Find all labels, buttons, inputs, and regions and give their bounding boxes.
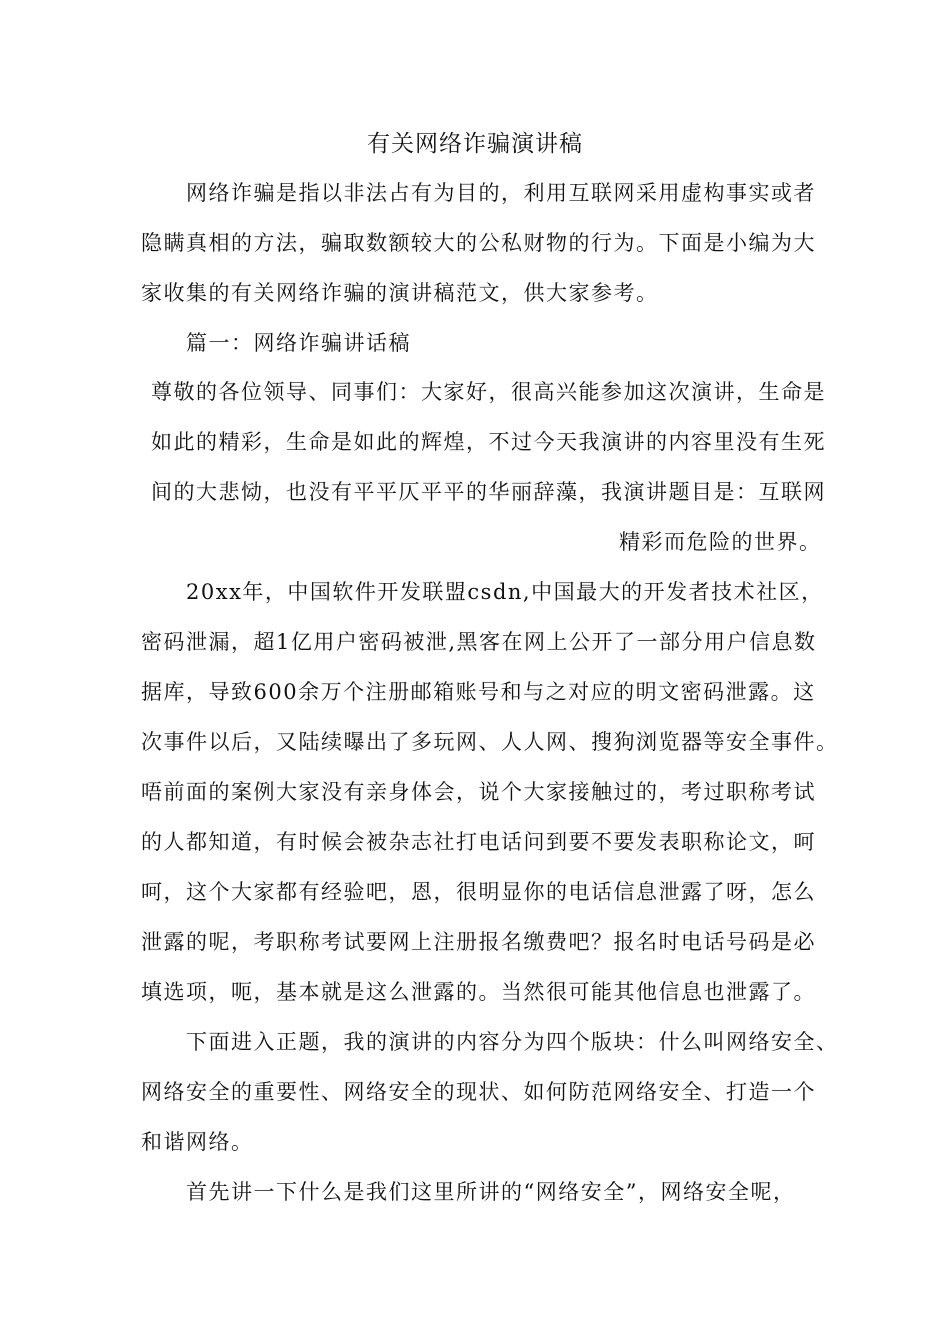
document-title: 有关网络诈骗演讲稿 [367,131,583,157]
paragraph-line: 隐瞒真相的方法，骗取数额较大的公私财物的行为。下面是小编为大 [141,231,816,255]
paragraph-line: 家收集的有关网络诈骗的演讲稿范文，供大家参考。 [141,281,659,305]
paragraph-line: 和谐网络。 [141,1130,254,1154]
paragraph-line: 密码泄漏，超1亿用户密码被泄,黑客在网上公开了一部分用户信息数 [141,630,817,654]
paragraph-line: 间的大悲恸，也没有平平仄平平的华丽辞藻，我演讲题目是：互联网 [151,480,826,504]
paragraph-line: 呵，这个大家都有经验吧，恩，很明显你的电话信息泄露了呀，怎么 [141,880,816,904]
paragraph-line: 网络诈骗是指以非法占有为目的，利用互联网采用虚构事实或者 [186,181,816,205]
paragraph-line: 下面进入正题，我的演讲的内容分为四个版块：什么叫网络安全、 [186,1030,839,1054]
paragraph-line: 的人都知道，有时候会被杂志社打电话问到要不要发表职称论文，呵 [141,830,816,854]
paragraph-line: 首先讲一下什么是我们这里所讲的“网络安全”，网络安全呢， [186,1180,796,1204]
section-heading: 篇一：网络诈骗讲话稿 [186,331,411,355]
paragraph-line: 据库，导致600余万个注册邮箱账号和与之对应的明文密码泄露。这 [141,680,816,704]
paragraph-line: 20xx年，中国软件开发联盟csdn,中国最大的开发者技术社区， [186,580,824,604]
paragraph-line: 尊敬的各位领导、同事们：大家好，很高兴能参加这次演讲，生命是 [151,380,826,404]
paragraph-line: 填选项，呃，基本就是这么泄露的。当然很可能其他信息也泄露了。 [141,980,816,1004]
paragraph-line: 精彩而危险的世界。 [619,530,822,554]
paragraph-line: 唔前面的案例大家没有亲身体会，说个大家接触过的，考过职称考试 [141,780,816,804]
paragraph-line: 网络安全的重要性、网络安全的现状、如何防范网络安全、打造一个 [141,1080,816,1104]
paragraph-line: 次事件以后，又陆续曝出了多玩网、人人网、搜狗浏览器等安全事件。 [141,730,839,754]
paragraph-line: 如此的精彩，生命是如此的辉煌，不过今天我演讲的内容里没有生死 [151,430,826,454]
paragraph-line: 泄露的呢，考职称考试要网上注册报名缴费吧？报名时电话号码是必 [141,930,816,954]
